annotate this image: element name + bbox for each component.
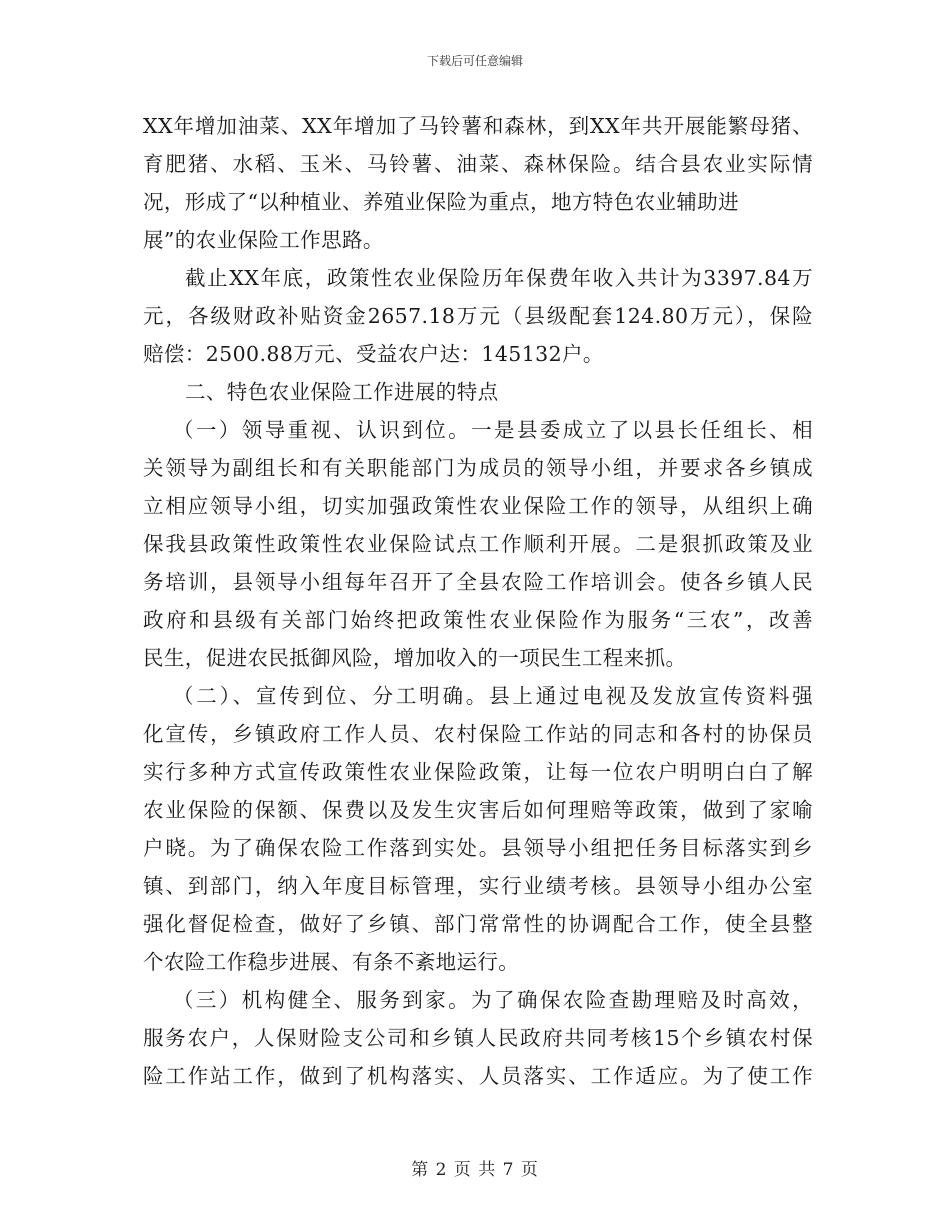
text-line: 服务农户，人保财险支公司和乡镇人民政府共同考核15个乡镇农村保	[143, 1026, 813, 1050]
text-line: 保我县政策性政策性农业保险试点工作顺利开展。二是狠抓政策及业	[143, 532, 813, 556]
document-body	[143, 107, 813, 1095]
text-line: 强化督促检查，做好了乡镇、部门常常性的协调配合工作，使全县整	[143, 912, 813, 936]
text-line: （二）、宣传到位、分工明确。县上通过电视及发放宣传资料强	[173, 684, 813, 708]
text-line: 展”的农业保险工作思路。	[143, 228, 384, 252]
text-line: （一）领导重视、认识到位。一是县委成立了以县长任组长、相	[173, 418, 813, 442]
text-line: 元，各级财政补贴资金2657.18万元（县级配套124.80万元），保险	[143, 304, 813, 328]
text-line: 况，形成了“以种植业、养殖业保险为重点，地方特色农业辅助进	[143, 190, 740, 214]
text-line: 育肥猪、水稻、玉米、马铃薯、油菜、森林保险。结合县农业实际情	[143, 152, 813, 176]
text-line: 实行多种方式宣传政策性农业保险政策，让每一位农户明明白白了解	[143, 760, 813, 784]
text-line: 个农险工作稳步进展、有条不紊地运行。	[143, 950, 520, 974]
text-line: XX年增加油菜、XX年增加了马铃薯和森林，到XX年共开展能繁母猪、	[143, 114, 813, 138]
text-line: 政府和县级有关部门始终把政策性农业保险作为服务“三农”，改善	[143, 608, 813, 632]
text-line: 关领导为副组长和有关职能部门为成员的领导小组，并要求各乡镇成	[143, 456, 813, 480]
page-header: 下载后可任意编辑	[426, 54, 523, 68]
text-line: 二、特色农业保险工作进展的特点	[185, 380, 499, 404]
text-line: （三）机构健全、服务到家。为了确保农险查勘理赔及时高效，	[173, 988, 813, 1012]
text-line: 赔偿：2500.88万元、受益农户达：145132户。	[143, 342, 604, 366]
text-line: 农业保险的保额、保费以及发生灾害后如何理赔等政策，做到了家喻	[143, 798, 813, 822]
text-line: 镇、到部门，纳入年度目标管理，实行业绩考核。县领导小组办公室	[143, 874, 813, 898]
page-footer: 第 2 页 共 7 页	[411, 1160, 539, 1180]
text-line: 务培训，县领导小组每年召开了全县农险工作培训会。使各乡镇人民	[143, 570, 813, 594]
text-line: 截止XX年底，政策性农业保险历年保费年收入共计为3397.84万	[185, 266, 813, 290]
text-line: 户晓。为了确保农险工作落到实处。县领导小组把任务目标落实到乡	[143, 836, 813, 860]
text-line: 险工作站工作，做到了机构落实、人员落实、工作适应。为了使工作	[143, 1064, 813, 1088]
text-line: 化宣传，乡镇政府工作人员、农村保险工作站的同志和各村的协保员	[143, 722, 813, 746]
text-line: 民生，促进农民抵御风险，增加收入的一项民生工程来抓。	[143, 646, 687, 670]
text-line: 立相应领导小组，切实加强政策性农业保险工作的领导，从组织上确	[143, 494, 813, 518]
